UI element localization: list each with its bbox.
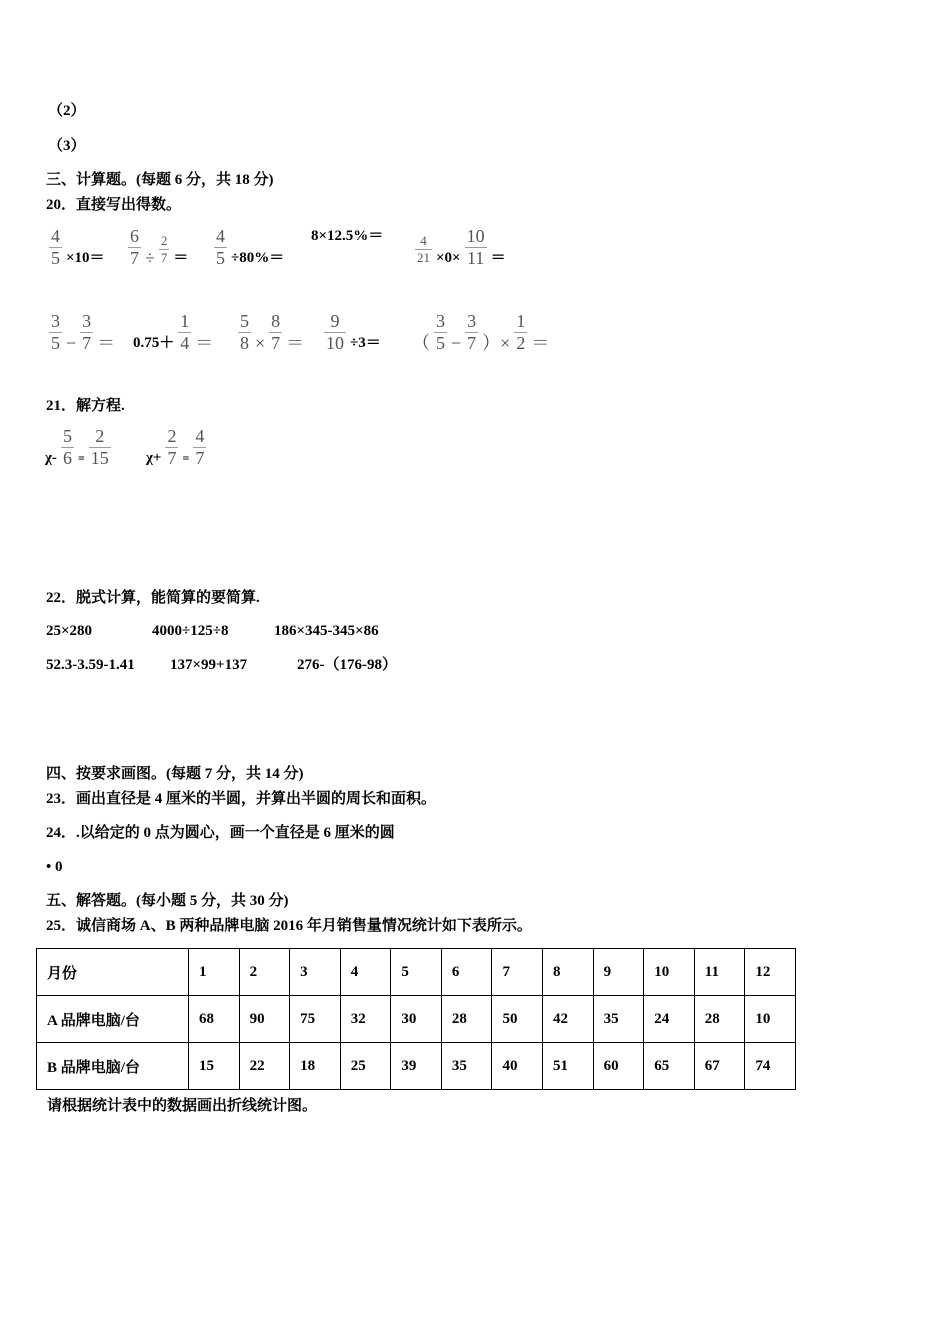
math-operator: ÷: [145, 248, 155, 268]
table-month-cell: 5: [391, 949, 442, 996]
fraction-denominator: 7: [467, 333, 477, 353]
fraction-denominator: 8: [240, 333, 249, 353]
question-20-title: 20．直接写出得数。: [46, 197, 182, 213]
fraction-numerator: 3: [82, 311, 92, 331]
question-23: 23．画出直径是 4 厘米的半圆，并算出半圆的周长和面积。: [46, 791, 437, 807]
fraction-numerator: 2: [160, 233, 168, 248]
math-operator: ＝: [286, 333, 305, 353]
sub-item-2: （2）: [48, 103, 86, 119]
table-value-cell: 75: [290, 996, 341, 1043]
question-25-title: 25．诚信商场 A、B 两种品牌电脑 2016 年月销售量情况统计如下表所示。: [46, 918, 532, 934]
table-month-cell: 10: [644, 949, 695, 996]
table-month-cell: 8: [543, 949, 594, 996]
math-operator: ＝: [531, 333, 550, 353]
fraction-denominator: 6: [62, 448, 72, 468]
table-value-cell: 35: [593, 996, 644, 1043]
fraction-denominator: 7: [130, 248, 139, 268]
fraction-numerator: 8: [271, 311, 281, 331]
q20-row2-expression-4: [321, 311, 382, 354]
table-header-row: [37, 949, 796, 996]
fraction-denominator: 5: [436, 333, 445, 353]
fraction-numerator: 2: [167, 426, 177, 446]
math-operator: 0.75＋: [133, 335, 175, 351]
fraction-numerator: 10: [466, 226, 485, 246]
fraction-denominator: 10: [326, 333, 344, 353]
table-value-cell: 42: [543, 996, 594, 1043]
math-operator: ÷3＝: [350, 335, 381, 351]
fraction-denominator: 7: [167, 448, 177, 468]
fraction-numerator: 6: [130, 226, 139, 246]
sub-item-3: （3）: [48, 138, 86, 154]
table-month-cell: 11: [694, 949, 745, 996]
fraction: [415, 233, 432, 266]
fraction-numerator: 4: [195, 426, 205, 446]
fraction: [128, 226, 141, 269]
q20-row1-expression-3: [211, 226, 285, 269]
fraction-denominator: 21: [417, 250, 430, 265]
table-month-cell: 6: [441, 949, 492, 996]
fraction: [465, 226, 487, 269]
fraction: [49, 311, 62, 354]
math-operator: （: [412, 333, 430, 353]
table-value-cell: 30: [391, 996, 442, 1043]
fraction: [214, 226, 227, 269]
table-month-cell: 3: [290, 949, 341, 996]
math-operator: χ+: [146, 450, 162, 466]
section-3-heading: 三、计算题。(每题 6 分，共 18 分): [46, 172, 274, 188]
q20-row2-expression-3: [235, 311, 305, 354]
fraction-numerator: 2: [95, 426, 105, 446]
fraction-denominator: 4: [180, 333, 190, 353]
table-value-cell: 15: [189, 1043, 240, 1090]
math-operator: χ-: [45, 450, 57, 466]
math-operator: 8×12.5%＝: [311, 228, 384, 244]
table-value-cell: 67: [694, 1043, 745, 1090]
math-operator: ＝: [490, 250, 506, 266]
math-operator: ＝: [195, 333, 214, 353]
fraction-denominator: 15: [90, 448, 109, 468]
q20-row2-expression-5: [411, 311, 550, 354]
q20-row2-expression-1: [46, 311, 116, 354]
math-operator: ×10＝: [66, 250, 105, 266]
fraction: [193, 426, 206, 469]
table-value-cell: 35: [441, 1043, 492, 1090]
fraction-numerator: 1: [516, 311, 526, 331]
q22-expression-4: 52.3-3.59-1.41: [46, 657, 135, 673]
question-25-note: 请根据统计表中的数据画出折线统计图。: [47, 1098, 318, 1114]
fraction: [49, 226, 62, 269]
math-operator: ×0×: [436, 250, 461, 266]
q22-expression-5: 137×99+137: [170, 657, 248, 673]
fraction: [434, 311, 447, 354]
table-value-cell: 40: [492, 1043, 543, 1090]
fraction-denominator: 7: [195, 448, 205, 468]
table-month-cell: 12: [745, 949, 796, 996]
q20-row1-expression-5: [412, 226, 507, 269]
fraction-denominator: 5: [51, 333, 60, 353]
table-month-cell: 9: [593, 949, 644, 996]
math-operator: ＝: [97, 333, 116, 353]
question-21-title: 21．解方程.: [46, 398, 125, 414]
fraction-numerator: 4: [216, 226, 225, 246]
center-point-label: • 0: [46, 859, 63, 875]
table-value-cell: 51: [543, 1043, 594, 1090]
math-operator: ÷80%＝: [231, 250, 285, 266]
table-month-cell: 2: [239, 949, 290, 996]
math-operator: −: [66, 333, 77, 353]
table-value-cell: 68: [189, 996, 240, 1043]
q20-row1-expression-1: [46, 226, 106, 269]
sales-table: [36, 948, 796, 1090]
fraction-denominator: 11: [466, 248, 485, 268]
equals-sign: =: [182, 451, 190, 465]
fraction-numerator: 4: [420, 233, 427, 248]
table-value-cell: 18: [290, 1043, 341, 1090]
table-value-cell: 28: [441, 996, 492, 1043]
q20-row2-expression-2: [132, 311, 214, 354]
fraction: [61, 426, 74, 469]
fraction-denominator: 7: [160, 250, 168, 265]
table-value-cell: 90: [239, 996, 290, 1043]
fraction: [165, 426, 178, 469]
fraction-numerator: 1: [180, 311, 190, 331]
fraction: [89, 426, 111, 469]
table-value-cell: 28: [694, 996, 745, 1043]
q22-expression-1: 25×280: [46, 623, 93, 639]
table-value-cell: 32: [340, 996, 391, 1043]
fraction-numerator: 5: [240, 311, 249, 331]
fraction-numerator: 3: [467, 311, 477, 331]
section-4-heading: 四、按要求画图。(每题 7 分，共 14 分): [46, 766, 304, 782]
fraction-numerator: 4: [51, 226, 60, 246]
table-value-cell: 24: [644, 996, 695, 1043]
fraction-denominator: 2: [516, 333, 526, 353]
table-header-label: 月份: [37, 949, 189, 996]
q22-expression-2: 4000÷125÷8: [152, 623, 229, 639]
math-operator: ）×: [482, 333, 511, 353]
math-operator: ×: [255, 333, 266, 353]
q21-equation-1: [44, 426, 114, 469]
table-month-cell: 4: [340, 949, 391, 996]
fraction-denominator: 7: [82, 333, 92, 353]
q22-expression-6: 276-（176-98）: [297, 657, 397, 673]
fraction-numerator: 5: [62, 426, 72, 446]
table-row-label: A 品牌电脑/台: [37, 996, 189, 1043]
fraction: [465, 311, 478, 354]
fraction: [324, 311, 346, 354]
table-value-cell: 39: [391, 1043, 442, 1090]
equals-sign: =: [77, 451, 85, 465]
math-operator: −: [451, 333, 462, 353]
table-row-label: B 品牌电脑/台: [37, 1043, 189, 1090]
fraction: [238, 311, 251, 354]
question-24: 24．.以给定的 0 点为圆心，画一个直径是 6 厘米的圆: [46, 825, 395, 841]
table-month-cell: 1: [189, 949, 240, 996]
math-operator: ＝: [173, 250, 189, 266]
fraction: [159, 233, 170, 266]
table-row: [37, 996, 796, 1043]
table-row: [37, 1043, 796, 1090]
table-value-cell: 65: [644, 1043, 695, 1090]
table-value-cell: 50: [492, 996, 543, 1043]
fraction-denominator: 5: [51, 248, 60, 268]
section-5-heading: 五、解答题。(每小题 5 分，共 30 分): [46, 893, 289, 909]
fraction-numerator: 3: [51, 311, 60, 331]
fraction: [80, 311, 93, 354]
fraction-numerator: 3: [436, 311, 445, 331]
question-22-title: 22．脱式计算，能简算的要简算.: [46, 590, 260, 606]
fraction: [178, 311, 191, 354]
q21-equation-2: [145, 426, 209, 469]
table-value-cell: 74: [745, 1043, 796, 1090]
q20-row1-expression-2: [125, 226, 189, 269]
fraction: [269, 311, 282, 354]
table-value-cell: 25: [340, 1043, 391, 1090]
fraction-numerator: 9: [330, 311, 340, 331]
fraction-denominator: 5: [216, 248, 225, 268]
fraction: [514, 311, 527, 354]
table-month-cell: 7: [492, 949, 543, 996]
fraction-denominator: 7: [271, 333, 281, 353]
table-value-cell: 10: [745, 996, 796, 1043]
q20-row1-expression-4: [310, 226, 384, 247]
table-value-cell: 60: [593, 1043, 644, 1090]
table-value-cell: 22: [239, 1043, 290, 1090]
q22-expression-3: 186×345-345×86: [274, 623, 379, 639]
